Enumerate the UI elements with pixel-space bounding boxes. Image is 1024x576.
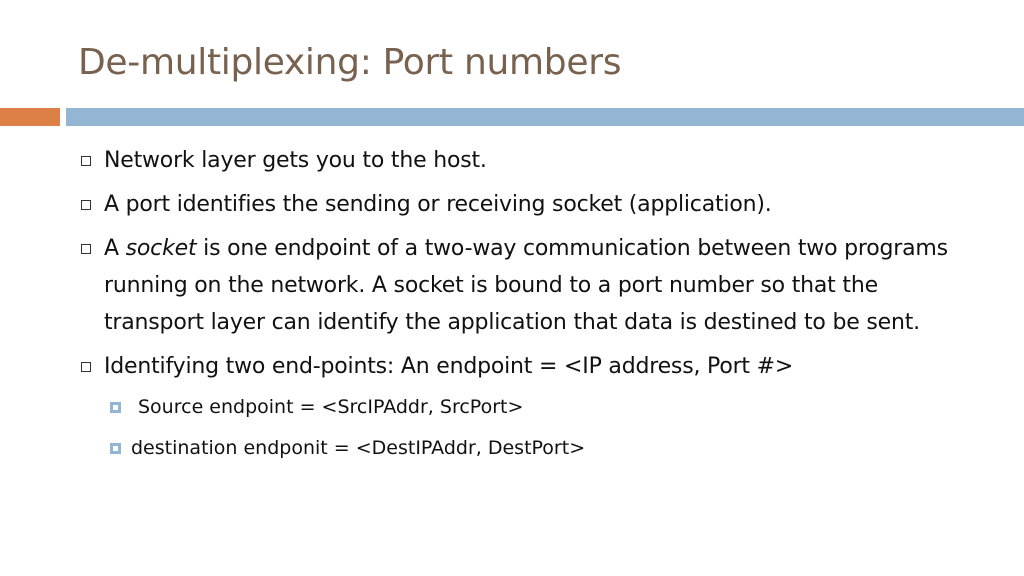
sub-bullet-item bbox=[78, 392, 978, 422]
hollow-square-bullet-icon bbox=[81, 156, 91, 166]
bullet-text-suffix: is one endpoint of a two-way communication between two programs running on the network. A socket is bound to a port number so that the transport layer can identify the application that data is destined to be sent. bbox=[104, 236, 948, 335]
hollow-square-bullet-icon bbox=[81, 200, 91, 210]
bullet-text: Identifying two end-points: An endpoint = <IP address, Port #> bbox=[104, 354, 794, 379]
bullet-list bbox=[78, 142, 978, 474]
bullet-item bbox=[78, 142, 978, 179]
sub-bullet-text: Source endpoint = <SrcIPAddr, SrcPort> bbox=[138, 396, 524, 418]
accent-band-orange bbox=[0, 108, 60, 126]
sub-bullet-text: destination endponit = <DestIPAddr, DestPort> bbox=[131, 437, 586, 459]
hollow-square-bullet-icon bbox=[81, 362, 91, 372]
bullet-text-prefix: A bbox=[104, 236, 126, 261]
sub-bullet-item bbox=[78, 433, 978, 463]
blue-square-bullet-icon bbox=[110, 443, 121, 454]
blue-square-bullet-icon bbox=[110, 402, 121, 413]
bullet-text-emphasis: socket bbox=[125, 236, 197, 261]
hollow-square-bullet-icon bbox=[81, 244, 91, 254]
bullet-item bbox=[78, 186, 978, 223]
accent-band-blue bbox=[66, 108, 1024, 126]
slide-title: De-multiplexing: Port numbers bbox=[78, 42, 622, 83]
bullet-text: Network layer gets you to the host. bbox=[104, 148, 487, 173]
bullet-text: A port identifies the sending or receiving socket (application). bbox=[104, 192, 772, 217]
bullet-item bbox=[78, 348, 978, 385]
bullet-item bbox=[78, 230, 978, 341]
